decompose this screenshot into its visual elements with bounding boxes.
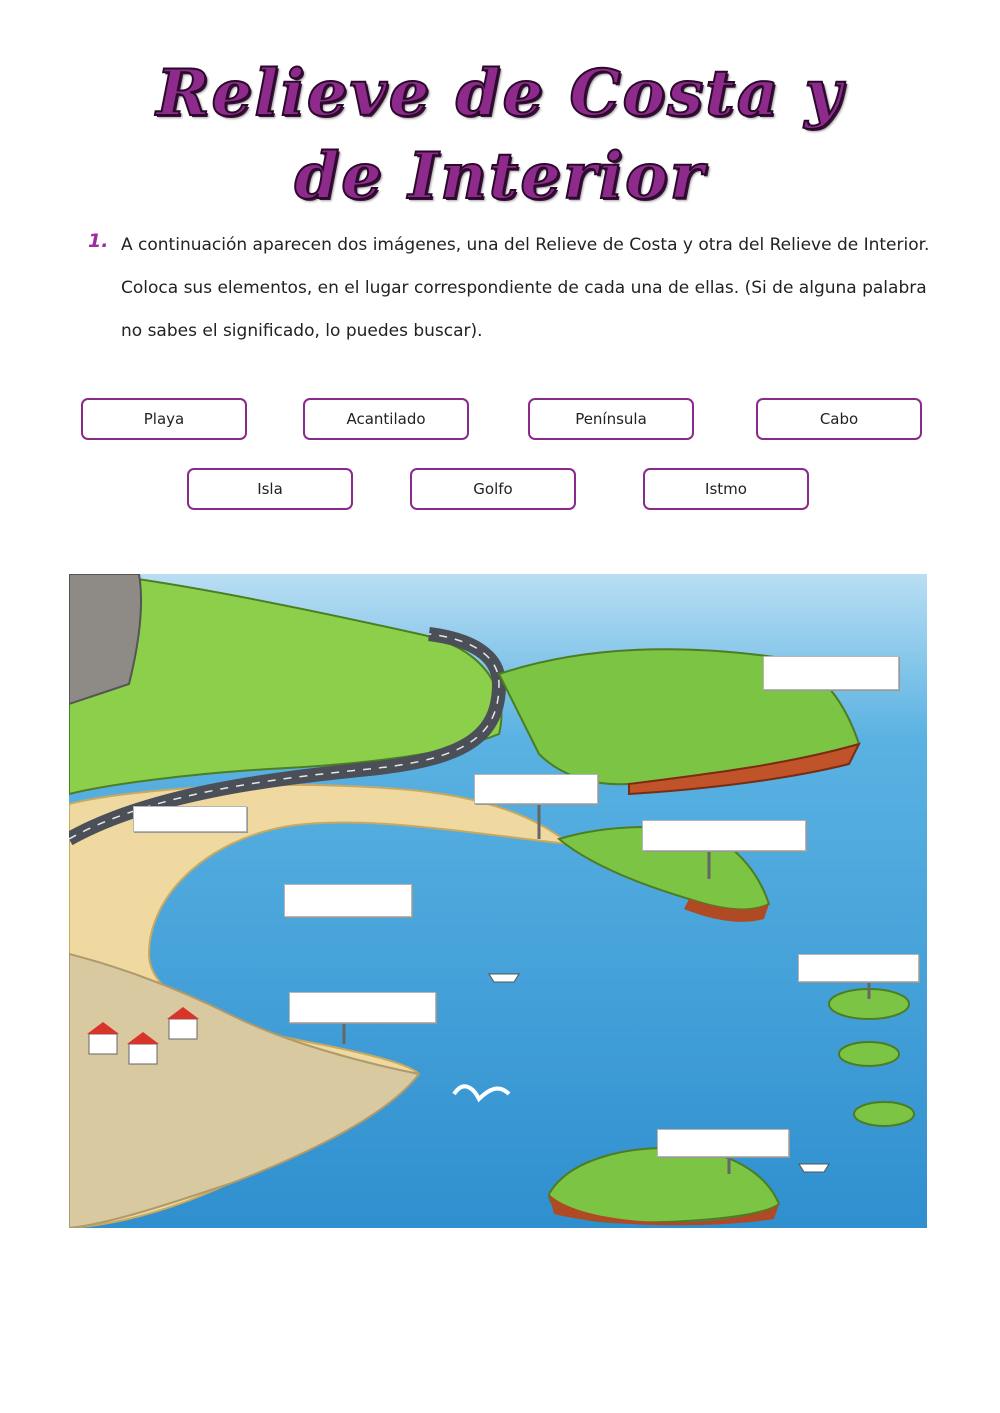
drop-zone-label-4[interactable] (642, 820, 806, 851)
word-chip-isla[interactable]: Isla (187, 468, 353, 510)
coastal-relief-illustration (69, 574, 927, 1228)
word-chip-cabo[interactable]: Cabo (756, 398, 922, 440)
drop-zone-label-7[interactable] (289, 992, 436, 1023)
question-number: 1. (88, 230, 109, 252)
boat (799, 1164, 829, 1172)
worksheet-title-line-1: Relieve de Costa y (156, 56, 844, 131)
word-chip-peninsula[interactable]: Península (528, 398, 694, 440)
question-instructions: A continuación aparecen dos imágenes, una del Relieve de Costa y otra del Relieve de Interior. Coloca sus elementos, en el lugar correspondiente de cada una de ellas. (Si de alguna palabra no sabes el significado, lo puedes buscar). (121, 235, 930, 341)
word-chip-golfo[interactable]: Golfo (410, 468, 576, 510)
house (89, 1034, 117, 1054)
drop-zone-label-8[interactable] (657, 1129, 789, 1157)
word-chip-acantilado[interactable]: Acantilado (303, 398, 469, 440)
islet (839, 1042, 899, 1066)
islet (854, 1102, 914, 1126)
worksheet-title-line-2: de Interior (294, 139, 706, 214)
drop-zone-label-6[interactable] (798, 954, 919, 982)
drop-zone-label-2[interactable] (474, 774, 598, 804)
drop-zone-label-5[interactable] (284, 884, 412, 917)
word-chip-playa[interactable]: Playa (81, 398, 247, 440)
drop-zone-label-3[interactable] (133, 806, 247, 832)
house (129, 1044, 157, 1064)
drop-zone-label-1[interactable] (763, 656, 899, 690)
house (169, 1019, 197, 1039)
boat (489, 974, 519, 982)
word-chip-istmo[interactable]: Istmo (643, 468, 809, 510)
